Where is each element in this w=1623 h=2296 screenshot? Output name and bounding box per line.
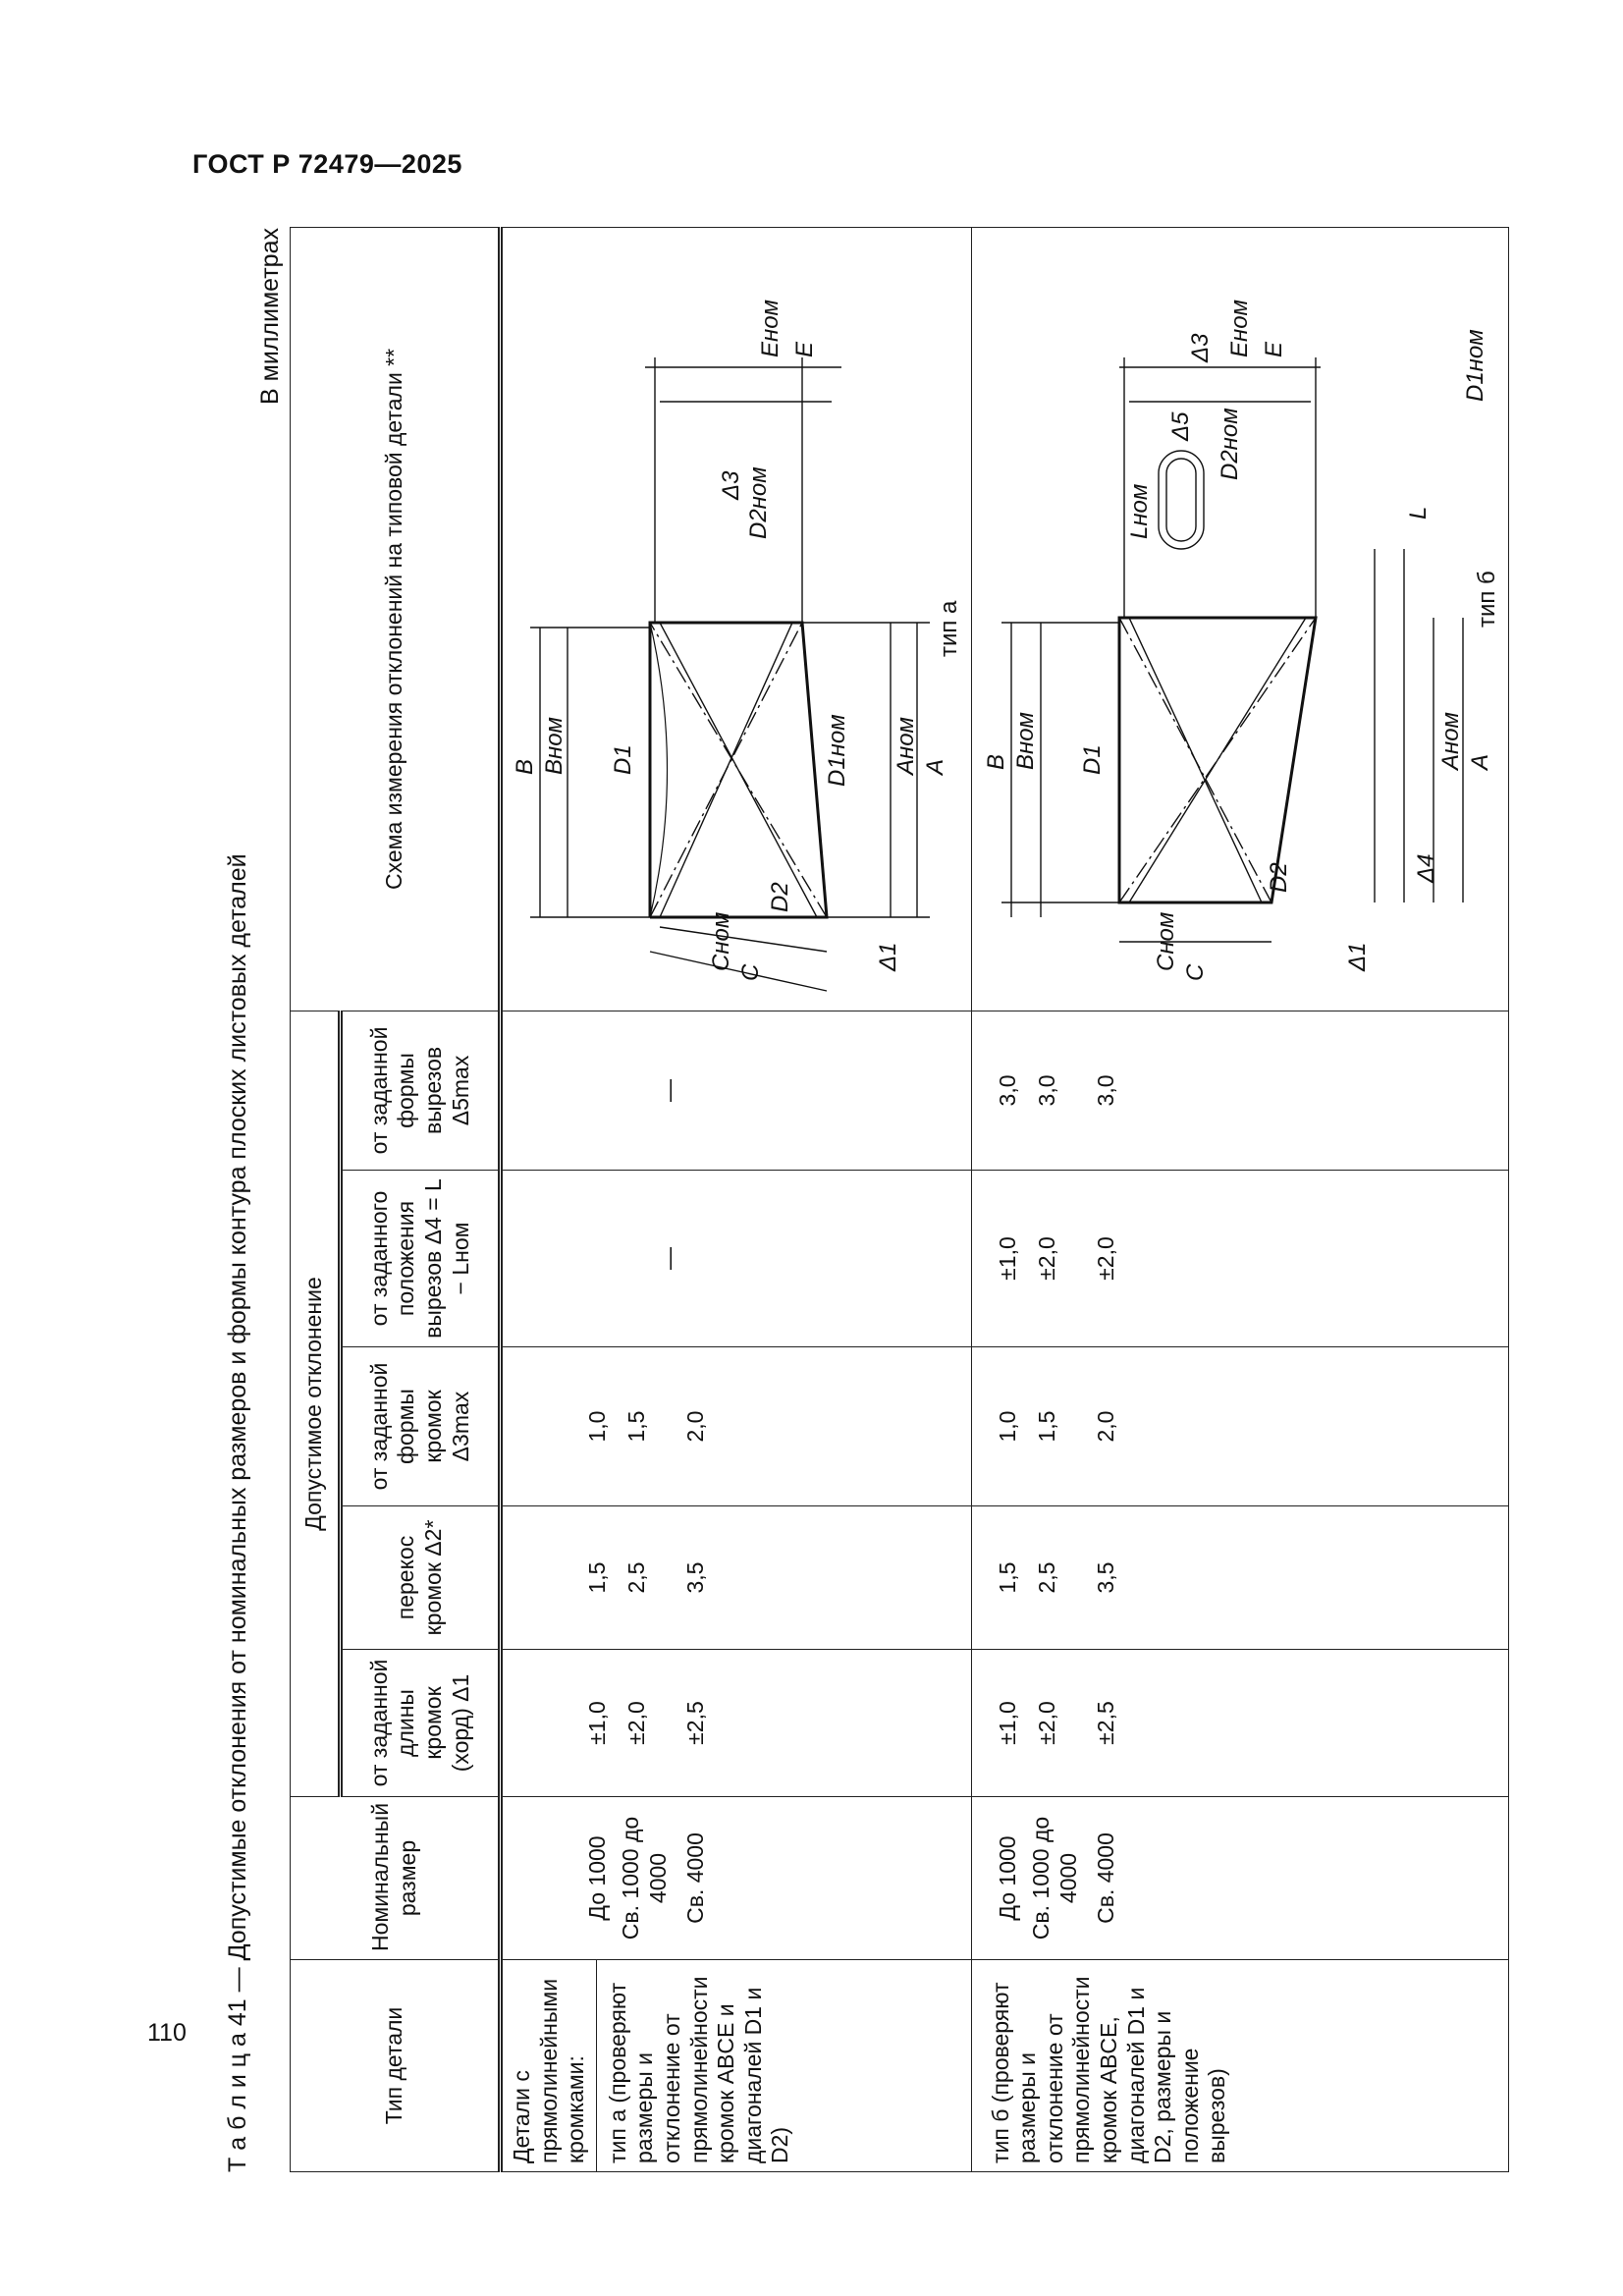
- d4-cell: ±2,0: [1092, 1236, 1118, 1281]
- label-A: A: [1466, 753, 1493, 770]
- type-a-description: тип а (проверяют размеры и отклонение от прямолинейности кромок ABCE и диагоналей D1 и D2): [604, 1976, 793, 2163]
- table-caption: Т а б л и ц а 41 — Допустимые отклонения от номинальных размеров и формы контура плоских листовых деталей: [224, 853, 251, 2172]
- col-header-d5: от заданной формы вырезов Δ5max: [341, 1011, 501, 1170]
- d5-cell: —: [656, 1078, 681, 1102]
- label-Bnom: Bном: [1011, 711, 1039, 770]
- label-Lnom: Lном: [1125, 483, 1153, 539]
- label-D2: D2: [1265, 862, 1292, 893]
- col-header-type: Тип детали: [291, 1960, 501, 2172]
- table-row: [971, 227, 1509, 2171]
- label-C: C: [1181, 963, 1209, 981]
- d3-cell: 1,0: [994, 1410, 1020, 1443]
- label-E: E: [791, 341, 818, 357]
- d4-cell: ±1,0: [994, 1236, 1020, 1281]
- d3-cell: 2,0: [682, 1410, 708, 1443]
- scheme-type-a-cell: [501, 227, 972, 1011]
- d1-cell: ±1,0: [584, 1701, 610, 1745]
- size-cell: Св. 4000: [1092, 1832, 1118, 1924]
- label-E: E: [1260, 341, 1287, 357]
- label-delta5: Δ5: [1166, 411, 1194, 441]
- d3-cell: 1,5: [623, 1410, 649, 1443]
- label-Cnom: Cном: [708, 911, 734, 971]
- col-header-size: Номинальный размер: [291, 1797, 501, 1960]
- d2-cell: 3,5: [682, 1561, 708, 1594]
- label-D1nom: D1ном: [824, 714, 850, 787]
- size-cell: До 1000: [584, 1835, 610, 1921]
- label-delta4: Δ4: [1412, 853, 1439, 883]
- d1-cell: ±2,0: [623, 1701, 649, 1745]
- label-L: L: [1404, 506, 1432, 519]
- group-label: Детали с прямолинейными кромками:: [503, 1960, 597, 2171]
- d3-cell: 1,0: [584, 1410, 610, 1443]
- d5-cell: 3,0: [994, 1074, 1020, 1107]
- size-cell: Св. 1000 до 4000: [1027, 1816, 1081, 1941]
- label-D2nom: D2ном: [1216, 408, 1243, 480]
- d2-cell: 1,5: [584, 1561, 610, 1594]
- label-Anom: Aном: [893, 716, 919, 775]
- d1-cell: ±2,5: [1092, 1701, 1118, 1745]
- d4-cell: ±2,0: [1033, 1236, 1059, 1281]
- label-B: B: [512, 758, 538, 775]
- col-header-d3: от заданной формы кромок Δ3max: [341, 1347, 501, 1506]
- d1-cell: ±1,0: [994, 1701, 1020, 1745]
- label-D1nom: D1ном: [1461, 329, 1488, 402]
- d2-cell: 2,5: [623, 1561, 649, 1594]
- size-cell: Св. 4000: [682, 1832, 708, 1924]
- d2-cell: 2,5: [1033, 1561, 1059, 1594]
- label-Anom: Aном: [1436, 711, 1464, 770]
- d2-cell: 1,5: [994, 1561, 1020, 1594]
- d2-cell: 3,5: [1092, 1561, 1118, 1594]
- scheme-type-a-diagram: [503, 229, 964, 1011]
- col-header-group: Допустимое отклонение: [291, 1011, 341, 1796]
- label-D2: D2: [767, 882, 793, 912]
- d3-cell: 2,0: [1092, 1410, 1118, 1443]
- table-row: [501, 227, 972, 2171]
- scheme-caption-b: тип б: [1473, 571, 1500, 628]
- label-D2nom: D2ном: [745, 466, 772, 539]
- scheme-caption-a: тип а: [936, 600, 962, 657]
- label-delta1: Δ1: [1343, 942, 1371, 971]
- label-D1: D1: [1078, 744, 1106, 775]
- label-C: C: [737, 963, 764, 981]
- page-number: 110: [147, 2019, 187, 2047]
- d3-cell: 1,5: [1033, 1410, 1059, 1443]
- size-cell: Св. 1000 до 4000: [618, 1816, 671, 1941]
- d5-cell: 3,0: [1092, 1074, 1118, 1107]
- label-Bnom: Bном: [541, 716, 568, 775]
- d4-cell: —: [656, 1247, 681, 1270]
- d1-cell: ±2,0: [1033, 1701, 1059, 1745]
- d5-cell: 3,0: [1033, 1074, 1059, 1107]
- scheme-type-b-cell: [971, 227, 1509, 1011]
- rotated-table-block: [224, 228, 1500, 2172]
- label-D1: D1: [610, 744, 636, 775]
- label-A: A: [922, 758, 948, 775]
- type-b-description: тип б (проверяют размеры и отклонение от прямолинейности кромок ABCE, диагоналей D1 и D2, размеры и положение вырезов): [971, 1960, 1509, 2172]
- size-cell: До 1000: [994, 1835, 1020, 1921]
- tolerance-table: [290, 227, 1509, 2172]
- col-header-d4: от заданного положения вырезов Δ4 = L − Lном: [341, 1171, 501, 1347]
- d1-cell: ±2,5: [682, 1701, 708, 1745]
- label-delta1: Δ1: [875, 942, 901, 971]
- label-delta3: Δ3: [1186, 333, 1214, 362]
- scheme-type-b-diagram: [972, 229, 1502, 1011]
- standard-header: ГОСТ Р 72479—2025: [192, 149, 462, 179]
- units-note: В миллиметрах: [256, 228, 284, 405]
- label-Enom: Eном: [1225, 299, 1253, 357]
- cutout-shape: [1159, 451, 1204, 549]
- col-header-scheme: Схема измерения отклонений на типовой детали **: [291, 227, 501, 1011]
- label-delta3: Δ3: [718, 470, 744, 500]
- col-header-d2: перекос кромок Δ2*: [341, 1506, 501, 1650]
- label-Cnom: Cном: [1152, 911, 1179, 971]
- label-Enom: Eном: [757, 299, 784, 357]
- col-header-d1: от заданной длины кромок (хорд) Δ1: [341, 1650, 501, 1797]
- label-B: B: [982, 753, 1009, 770]
